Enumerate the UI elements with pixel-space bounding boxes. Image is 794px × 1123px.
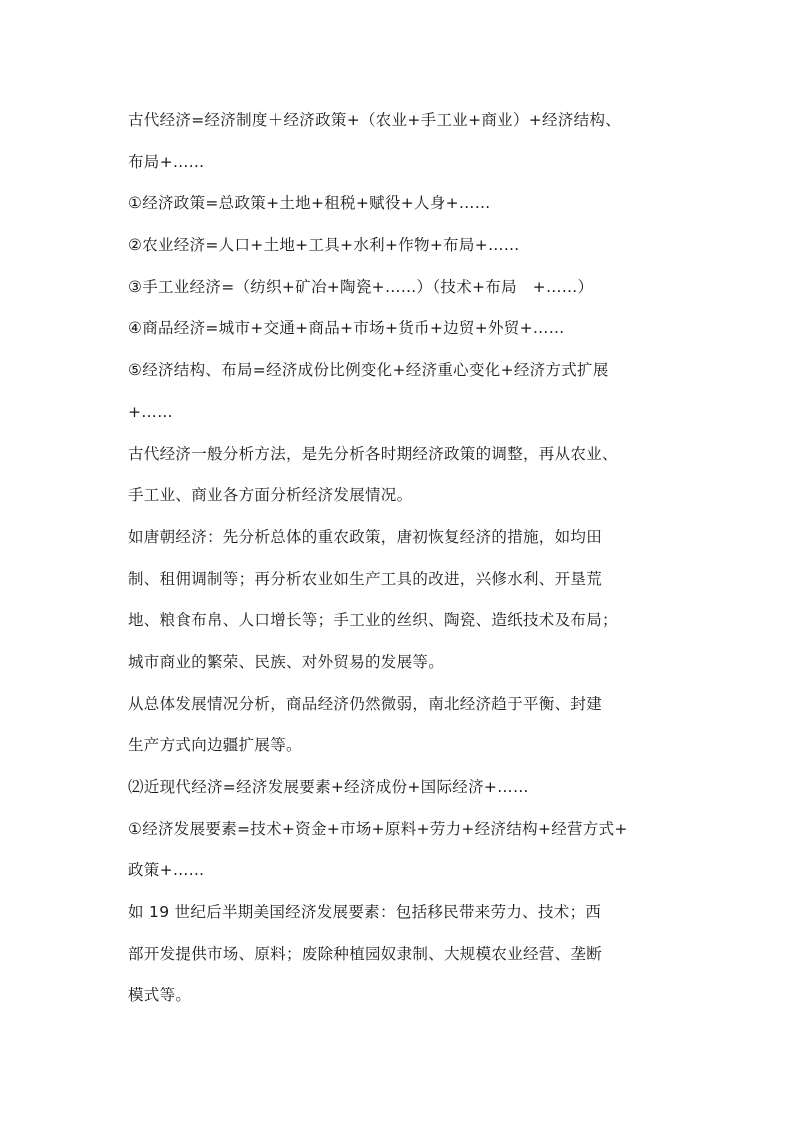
text-line: ⑤经济结构、布局=经济成份比例变化+经济重心变化+经济方式扩展 (128, 361, 609, 380)
text-line: ④商品经济=城市+交通+商品+市场+货币+边贸+外贸+…… (128, 319, 565, 338)
text-line: 制、租佣调制等；再分析农业如生产工具的改进，兴修水利、开垦荒 (128, 569, 603, 588)
text-line: 如唐朝经济：先分析总体的重农政策，唐初恢复经济的措施，如均田 (128, 527, 603, 546)
text-line: 生产方式向边疆扩展等。 (128, 736, 302, 755)
text-line: ①经济政策=总政策+土地+租税+赋役+人身+…… (128, 194, 491, 213)
text-line: ①经济发展要素=技术+资金+市场+原料+劳力+经济结构+经营方式+ (128, 819, 628, 838)
text-line: 模式等。 (128, 986, 192, 1005)
text-line: 如 19 世纪后半期美国经济发展要素：包括移民带来劳力、技术；西 (128, 903, 602, 922)
text-line: 从总体发展情况分析，商品经济仍然微弱，南北经济趋于平衡、封建 (128, 694, 603, 713)
text-line: 城市商业的繁荣、民族、对外贸易的发展等。 (128, 652, 445, 671)
text-line: ⑵近现代经济=经济发展要素+经济成份+国际经济+…… (128, 778, 529, 796)
text-line: +…… (128, 402, 173, 421)
text-line: 古代经济一般分析方法，是先分析各时期经济政策的调整，再从农业、 (128, 444, 618, 463)
text-line: 古代经济=经济制度＋经济政策+（农业+手工业+商业）+经济结构、 (128, 111, 622, 129)
text-line: ③手工业经济=（纺织+矿冶+陶瓷+……）（技术+布局 +……） (128, 277, 594, 296)
text-line: 部开发提供市场、原料；废除种植园奴隶制、大规模农业经营、垄断 (128, 944, 603, 963)
text-line: 手工业、商业各方面分析经济发展情况。 (128, 486, 413, 505)
text-line: 布局+…… (128, 152, 205, 171)
text-line: 政策+…… (128, 861, 205, 880)
text-line: ②农业经济=人口+土地+工具+水利+作物+布局+…… (128, 236, 520, 255)
document-body (128, 100, 668, 1017)
text-line: 地、粮食布帛、人口增长等；手工业的丝织、陶瓷、造纸技术及布局； (128, 611, 618, 630)
